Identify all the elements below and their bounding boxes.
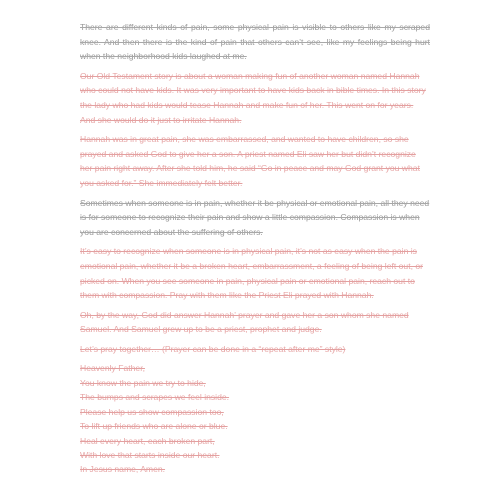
paragraph-samuel: Oh, by the way, God did answer Hannah’ prayer and gave her a son whom she named Samuel. And Samuel grew up to be a priest, prophet and judge.	[80, 309, 409, 335]
paragraph-pain-kinds: There are different kinds of pain, some physical pain is visible to others like my scraped knee. And then there is the kind of pain that others can’t see, like my feelings being hurt when the neighborhood kids laughed at me.	[80, 22, 430, 62]
paragraph-compassion: Sometimes when someone is in pain, whether it be physical or emotional pain, all they need is for someone to recognize their pain and show a little compassion. Compassion is when you are concerned about the suffering of others.	[80, 197, 430, 237]
prayer-line: The bumps and scrapes we feel inside.	[80, 392, 230, 403]
paragraph-hannah-story: Our Old Testament story is about a woman making fun of another woman named Hannah who could not have kids. It was very important to have kids back in bible times. In this story the lady who had kids would tease Hannah and make fun of her. This went on for years. And she would do it just to irritate Hannah.	[80, 70, 426, 125]
paragraph-emotional-pain: It’s easy to recognize when someone is in physical pain, it’s not as easy when the pain is emotional pain, whether it be a broken heart, embarrassment, a feeling of being left out, or picked on. When you see someone in pain, physical pain or emotional pain, reach out to them with compassion. Pray with them like the Priest Eli prayed with Hannah.	[80, 246, 423, 301]
prayer-line: In Jesus name, Amen.	[80, 464, 166, 475]
prayer-line: Heavenly Father,	[80, 363, 145, 374]
document-page	[80, 20, 430, 477]
paragraph-hannah-prayer: Hannah was in great pain, she was embarrassed, and wanted to have children, so she prayed and asked God to give her a son. A priest named Eli saw her but didn’t recognize her pain right away. After she told him, he said “Go in peace and may God grant you what you asked for.” She immediately felt better.	[80, 134, 420, 188]
prayer-line: To lift up friends who are alone or blue.	[80, 421, 228, 432]
prayer-line: Heal every heart, each broken part,	[80, 435, 215, 446]
paragraph-pray-together: Let’s pray together… (Prayer can be done in a “repeat after me” style)	[80, 343, 346, 354]
prayer-line: Please help us show compassion too,	[80, 406, 224, 417]
prayer-list	[80, 361, 430, 476]
prayer-line: You know the pain we try to hide,	[80, 377, 206, 388]
prayer-line: With love that starts inside our heart.	[80, 449, 220, 460]
